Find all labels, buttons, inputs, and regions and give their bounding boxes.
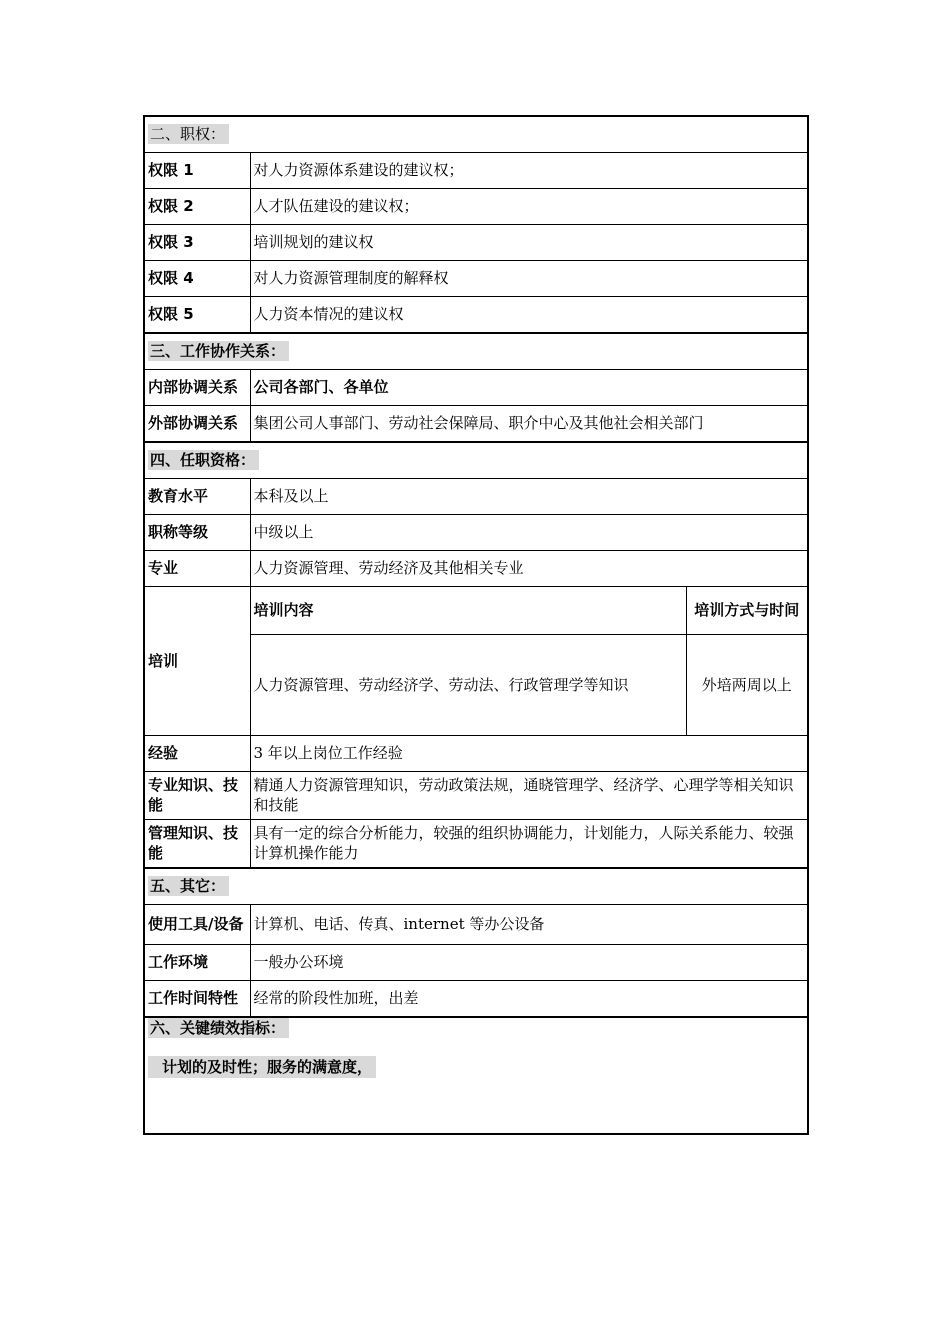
row-label: 权限 3: [144, 224, 250, 260]
row-label: 权限 1: [144, 152, 250, 188]
row-label: 管理知识、技能: [144, 819, 250, 868]
experience-row: [144, 735, 808, 771]
section-title: 四、任职资格：: [148, 450, 259, 470]
row-label: 权限 4: [144, 260, 250, 296]
authority-row: [144, 260, 808, 296]
row-label: 职称等级: [144, 514, 250, 550]
tools-row: [144, 904, 808, 944]
training-method-header: 培训方式与时间: [686, 586, 808, 634]
section-header-other: [144, 868, 808, 904]
row-value: 经常的阶段性加班，出差: [250, 980, 808, 1017]
row-label: 经验: [144, 735, 250, 771]
section-kpi: [144, 1017, 808, 1134]
row-value: 精通人力资源管理知识，劳动政策法规，通晓管理学、经济学、心理学等相关知识和技能: [250, 771, 808, 819]
professional-title-row: [144, 514, 808, 550]
section-header-authority: [144, 116, 808, 152]
row-value: 一般办公环境: [250, 944, 808, 980]
training-content-header: 培训内容: [250, 586, 686, 634]
row-label: 培训: [144, 586, 250, 735]
row-label: 工作时间特性: [144, 980, 250, 1017]
section-title: 二、职权：: [148, 124, 229, 144]
major-row: [144, 550, 808, 586]
section-title: 三、工作协作关系：: [148, 341, 289, 361]
row-value: 对人力资源体系建设的建议权；: [250, 152, 808, 188]
row-label: 使用工具/设备: [144, 904, 250, 944]
authority-row: [144, 224, 808, 260]
row-value: 计算机、电话、传真、internet 等办公设备: [250, 904, 808, 944]
row-value: 中级以上: [250, 514, 808, 550]
row-value: 培训规划的建议权: [250, 224, 808, 260]
row-value: 人才队伍建设的建议权；: [250, 188, 808, 224]
row-value: 本科及以上: [250, 478, 808, 514]
kpi-text: 计划的及时性；服务的满意度，: [148, 1056, 376, 1078]
section-title: 五、其它：: [148, 876, 229, 896]
row-label: 权限 2: [144, 188, 250, 224]
row-value: 具有一定的综合分析能力，较强的组织协调能力，计划能力，人际关系能力、较强计算机操作能力: [250, 819, 808, 868]
environment-row: [144, 944, 808, 980]
row-value: 集团公司人事部门、劳动社会保障局、职介中心及其他社会相关部门: [250, 405, 808, 442]
section-title: 六、关键绩效指标：: [148, 1018, 289, 1038]
row-label: 外部协调关系: [144, 405, 250, 442]
knowledge-row: [144, 771, 808, 819]
row-label: 专业知识、技能: [144, 771, 250, 819]
row-value: 3 年以上岗位工作经验: [250, 735, 808, 771]
training-header-row: [144, 586, 808, 634]
work-time-row: [144, 980, 808, 1017]
training-method: 外培两周以上: [686, 634, 808, 735]
authority-row: [144, 296, 808, 333]
external-relation-row: [144, 405, 808, 442]
section-header-qualifications: [144, 442, 808, 478]
row-label: 专业: [144, 550, 250, 586]
row-value: 对人力资源管理制度的解释权: [250, 260, 808, 296]
internal-relation-row: [144, 369, 808, 405]
row-label: 内部协调关系: [144, 369, 250, 405]
row-value: 人力资本情况的建议权: [250, 296, 808, 333]
training-content: 人力资源管理、劳动经济学、劳动法、行政管理学等知识: [250, 634, 686, 735]
row-value: 人力资源管理、劳动经济及其他相关专业: [250, 550, 808, 586]
job-description-table: [143, 115, 809, 1135]
authority-row: [144, 152, 808, 188]
authority-row: [144, 188, 808, 224]
row-label: 教育水平: [144, 478, 250, 514]
education-row: [144, 478, 808, 514]
section-header-collaboration: [144, 333, 808, 369]
row-label: 工作环境: [144, 944, 250, 980]
row-value: 公司各部门、各单位: [250, 369, 808, 405]
management-row: [144, 819, 808, 868]
row-label: 权限 5: [144, 296, 250, 333]
